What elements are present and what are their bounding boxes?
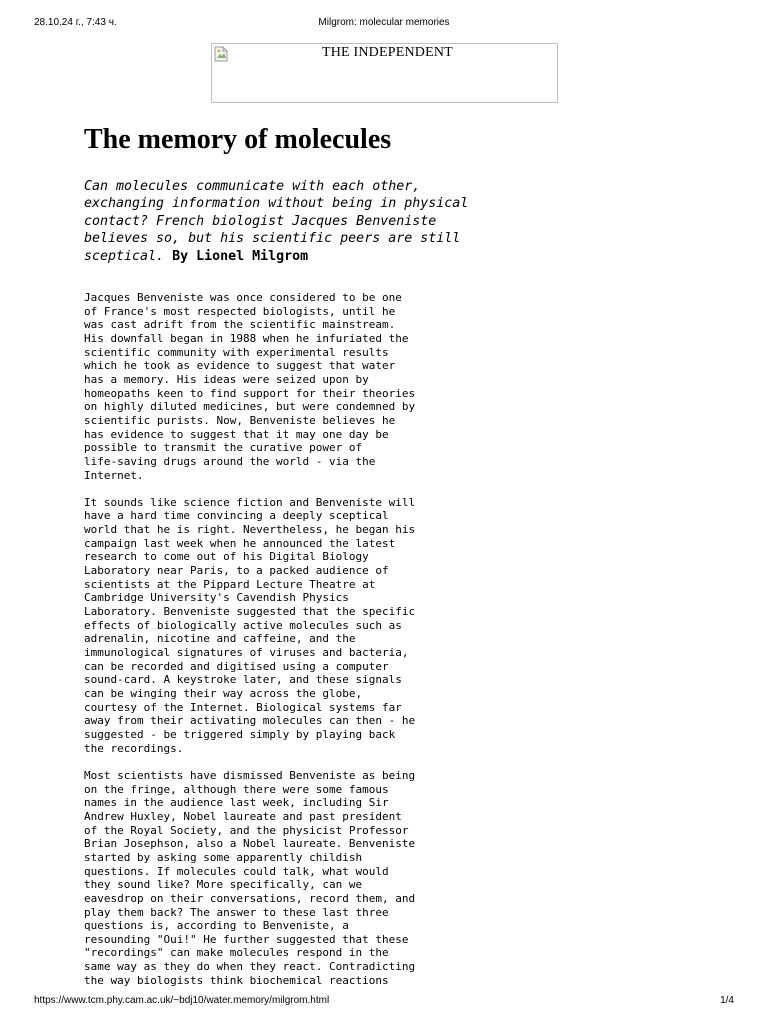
masthead-image-placeholder: [211, 43, 558, 103]
broken-image-icon: [214, 46, 228, 62]
page-number: 1/4: [720, 995, 734, 1006]
article-paragraph: Jacques Benveniste was once considered to be one of France's most respected biologists, until he was cast adrift from the scientific mainstream. His downfall began in 1988 when he infuriated the scientific community with experimental results which he took as evidence to suggest that water has a memory. His ideas were seized upon by homeopaths keen to find support for their theories on highly diluted medicines, but were condemned by scientific purists. Now, Benveniste believes he has evidence to suggest that it may one day be possible to transmit the curative power of life-saving drugs around the world - via the Internet.: [84, 291, 416, 482]
page-url: https://www.tcm.phy.cam.ac.uk/~bdj10/water.memory/milgrom.html: [34, 995, 330, 1006]
print-footer: [0, 995, 768, 1009]
article-standfirst: [84, 178, 524, 265]
article-byline: By Lionel Milgrom: [172, 248, 309, 264]
article-body: [84, 291, 464, 1001]
print-header: [0, 17, 768, 31]
article-paragraph: It sounds like science fiction and Benveniste will have a hard time convincing a deeply sceptical world that he is right. Nevertheless, he began his campaign last week when he announced the latest research to come out of his Digital Biology Laboratory near Paris, to a packed audience of scientists at the Pippard Lecture Theatre at Cambridge University's Cavendish Physics Laboratory. Benveniste suggested that the specific effects of biologically active molecules such as adrenalin, nicotine and caffeine, and the immunological signatures of viruses and bacteria, can be recorded and digitised using a computer sound-card. A keystroke later, and these signals can be winging their way across the globe, courtesy of the Internet. Biological systems far away from their activating molecules can then - he suggested - be triggered simply by playing back the recordings.: [84, 495, 416, 755]
article-headline: The memory of molecules: [84, 124, 392, 155]
article-paragraph: Most scientists have dismissed Benveniste as being on the fringe, although there were some famous names in the audience last week, including Sir Andrew Huxley, Nobel laureate and past president of the Royal Society, and the physicist Professor Brian Josephson, also a Nobel laureate. Benveniste started by asking some apparently childish questions. If molecules could talk, what would they sound like? More specifically, can we eavesdrop on their conversations, record them, and play them back? The answer to these last three questions is, according to Benveniste, a resounding "Oui!" He further suggested that these "recordings" can make molecules respond in the same way as they do when they react. Contradicting the way biologists think biochemical reactions: [84, 768, 416, 987]
masthead-alt-text: THE INDEPENDENT: [322, 45, 453, 60]
print-datetime: 28.10.24 г., 7:43 ч.: [34, 17, 117, 28]
print-page-title: Milgrom: molecular memories: [318, 17, 450, 28]
standfirst-intro: Can molecules communicate with each other, exchanging information without being in physical contact? French biologist Jacques Benveniste believes so, but his scientific peers are still sceptical.: [84, 179, 469, 264]
